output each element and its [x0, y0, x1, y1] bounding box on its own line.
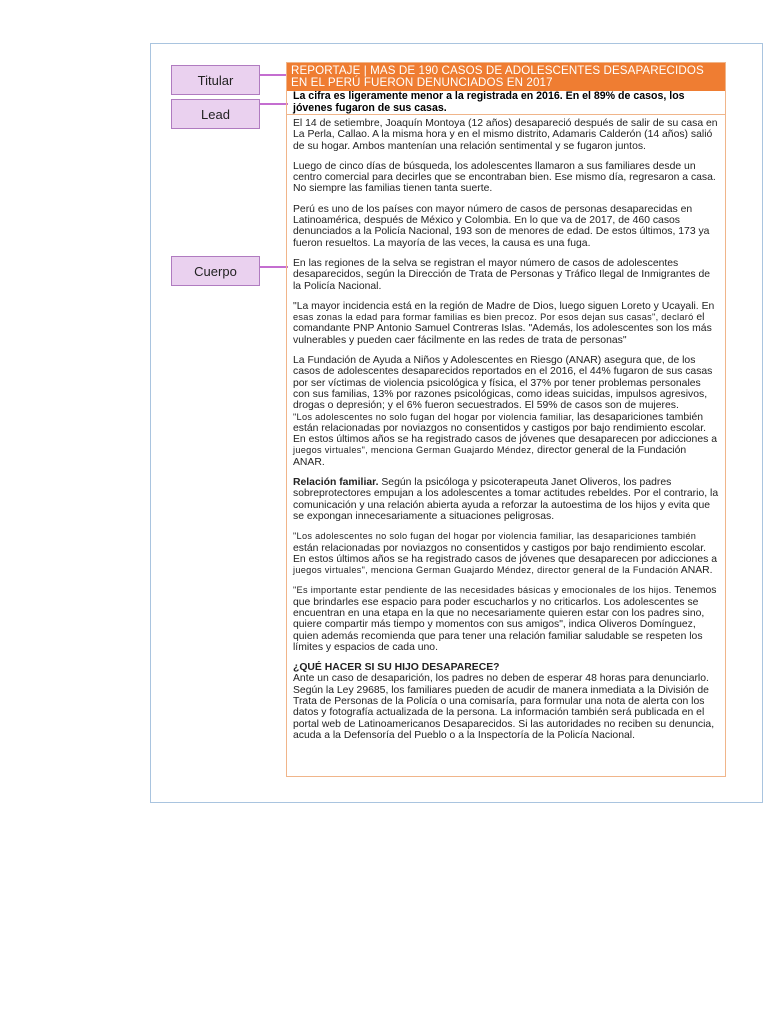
label-titular: Titular	[171, 65, 260, 95]
p10-part-b: Tenemos que brindarles ese espacio para poder escucharlos y no criticarlos. Los adolescentes se encuentran en una etapa en la que no necesariamente quieren estar con los padres sino, quiere compartir más tiempo y momentos con sus amigos", indica Oliveros Domínguez, quien además recomienda que para tener una relación familiar saludable se respeten los límites y espacios de cada uno.	[293, 585, 717, 653]
article-box	[286, 62, 726, 777]
p7-part-a: "Los adolescentes no solo fugan del hogar por violencia familiar,	[293, 411, 575, 422]
q-text: Ante un caso de desaparición, los padres no deben de esperar 48 horas para denunciarlo. Según la Ley 29685, los familiares pueden de acudir de manera inmediata a la División de Trata de Personas de la Policía o una comisaría, para formular una nota de alerta con los datos y fotografía actualizada de la persona. La información también será publicada en el portal web de Latinoamericanos Desaparecidos. Si las autoridades no reciben su denuncia, acuda a la Defensoría del Pueblo o a la Inspectoría de la Policía Nacional.	[293, 673, 715, 741]
p9-part-b: están relacionadas por noviazgos no consentidos y castigos por bajo rendimiento escolar. En estos últimos años se ha registrado casos de jóvenes que desaparecen por adicciones a	[293, 542, 717, 565]
paragraph-4: En las regiones de la selva se registran el mayor número de casos de adolescentes desaparecidos, según la Dirección de Trata de Personas y Tráfico Ilegal de Inmigrantes de la Policía Nacional.	[293, 257, 711, 292]
paragraph-3: Perú es uno de los países con mayor número de casos de personas desaparecidas en Latinoamérica, después de México y Colombia. En lo que va de 2017, de 460 casos denunciados a la Policía Nacional, 193 son de menores de edad. De estos últimos, 173 ya fueron resueltos. La mayoría de las veces, la causa es una fuga.	[293, 203, 710, 249]
paragraph-5	[293, 301, 719, 346]
p5-part-a: "La mayor incidencia está en la región de Madre de Dios, luego siguen Loreto y Ucayali. En	[293, 300, 715, 312]
paragraph-9	[293, 531, 719, 576]
connector-cuerpo	[260, 266, 288, 268]
paragraph-6: La Fundación de Ayuda a Niños y Adolescentes en Riesgo (ANAR) asegura que, de los casos de adolescentes desaparecidos reportados en el 2016, el 44% fugaron de sus casas por ser víctimas de violencia psicológica y física, el 37% por tener problemas personales con sus familias, 13% por razones psicológicas, como ideas suicidas, impulsos agresivos, drogas o depresión; y el 6% fueron secuestrados. El 59% de casos son de mujeres.	[293, 355, 713, 412]
paragraph-q	[293, 662, 719, 741]
paragraph-8	[293, 477, 719, 522]
article-headline: REPORTAJE | MAS DE 190 CASOS DE ADOLESCENTES DESAPARECIDOS EN EL PERÚ FUERON DENUNCIADOS EN 2017	[287, 63, 725, 91]
connector-lead	[260, 103, 288, 105]
paragraph-10	[293, 585, 719, 653]
article-lead: La cifra es ligeramente menor a la registrada en 2016. En el 89% de casos, los jóvenes fugaron de sus casas.	[287, 91, 725, 115]
paragraph-7	[293, 412, 719, 468]
p9-part-a: "Los adolescentes no solo fugan del hogar por violencia familiar, las desapariciones también	[293, 531, 697, 542]
label-lead: Lead	[171, 99, 260, 129]
label-cuerpo: Cuerpo	[171, 256, 260, 286]
article-body	[287, 115, 725, 741]
subhead-que-hacer: ¿QUÉ HACER SI SU HIJO DESAPARECE?	[293, 662, 500, 674]
p8-text: Según la psicóloga y psicoterapeuta Janet Oliveros, los padres sobreprotectores empujan a los adolescentes a tomar actitudes rebeldes. Por el contrario, la comunicación y una relación abierta ayuda a reforzar la autoestima de los hijos y evita que se expongan innecesariamente a situaciones peligrosas.	[293, 477, 719, 522]
paragraph-2: Luego de cinco días de búsqueda, los adolescentes llamaron a sus familiares desde un centro comercial para decirles que se encontraban bien. Ese mismo día, regresaron a casa. No siempre las familias tienen tanta suerte.	[293, 160, 716, 195]
p7-part-d: director general de la Fundación ANAR.	[293, 445, 687, 468]
paragraph-1: El 14 de setiembre, Joaquín Montoya (12 años) desapareció después de salir de su casa en La Perla, Callao. A la misma hora y en el mismo distrito, Adamaris Calderón (14 años) salió de su hogar. Ambos mantenían una relación sentimental y se fugaron juntos.	[293, 118, 718, 152]
connector-titular	[260, 74, 288, 76]
p9-part-d: ANAR.	[678, 565, 713, 577]
p5-part-c: el comandante PNP Antonio Samuel Contreras Islas. "Además, los adolescentes son los más vulnerables y pueden caer fácilmente en las redes de trata de personas"	[293, 312, 712, 346]
p10-part-a: "Es importante estar pendiente de las necesidades básicas y emocionales de los hijos.	[293, 585, 672, 596]
p7-part-b: las desapariciones también están relacionadas por noviazgos no consentidos y castigos por bajo rendimiento escolar. En estos últimos años se ha registrado casos de jóvenes que desaparecen por adicciones a	[293, 411, 717, 446]
p7-part-c: juegos virtuales", menciona German Guajardo Méndez,	[293, 445, 535, 456]
p5-part-b: esas zonas la edad para formar familias es bien precoz. Por esos dejan sus casas", declaró	[293, 312, 694, 323]
subhead-relacion: Relación familiar.	[293, 477, 379, 489]
p9-part-c: juegos virtuales", menciona German Guajardo Méndez, director general de la Fundación	[293, 565, 679, 576]
